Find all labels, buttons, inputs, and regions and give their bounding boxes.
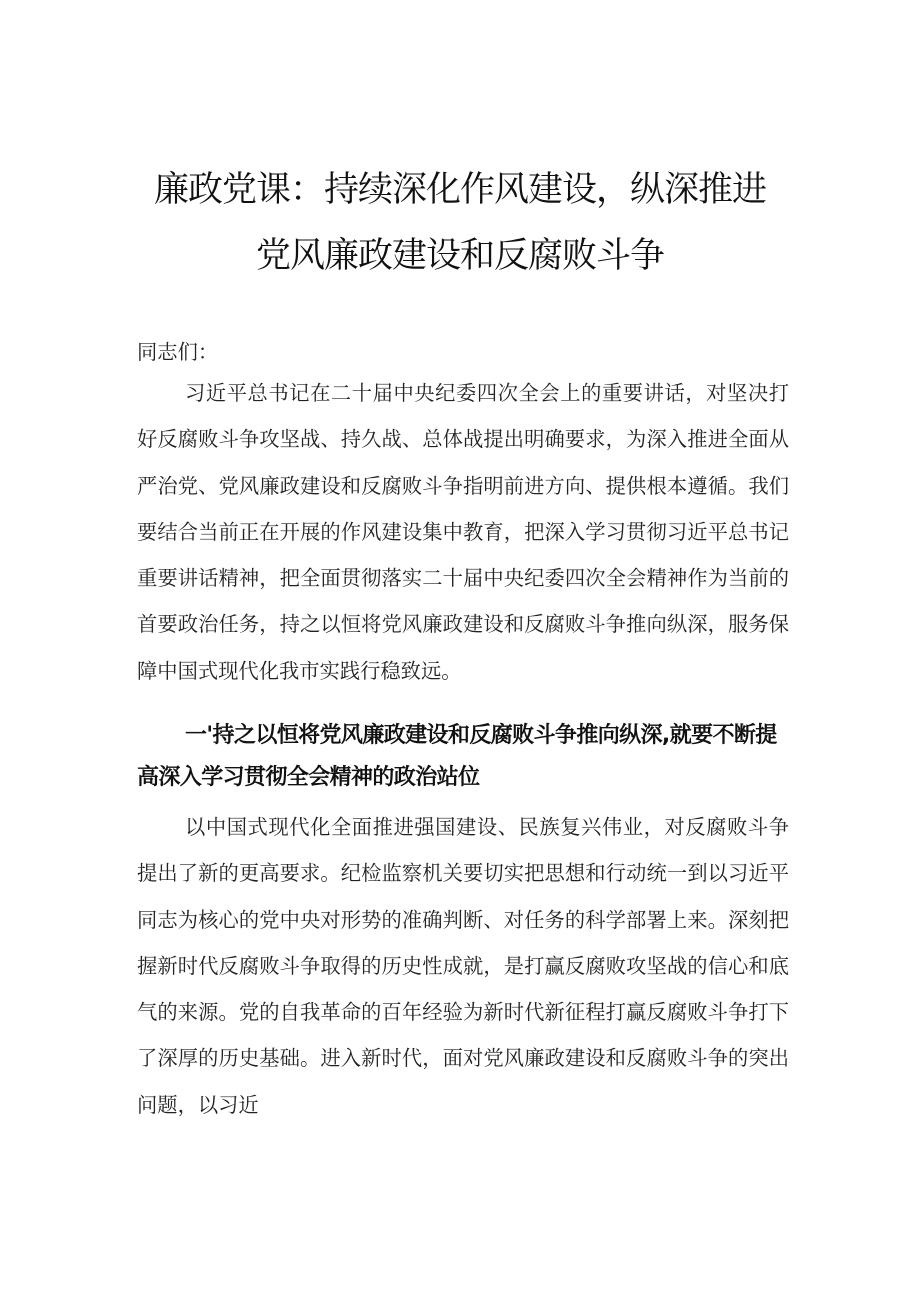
document-title-line-1: 廉政党课：持续深化作风建设，纵深推进 [153,170,766,210]
document-title-line-2: 党风廉政建设和反腐败斗争 [255,236,664,276]
body-paragraph-1: 习近平总书记在二十届中央纪委四次全会上的重要讲话，对坚决打好反腐败斗争攻坚战、持久战、总体战提出明确要求，为深入推进全面从严治党、党风廉政建设和反腐败斗争指明前进方向、提供根本遵循。我们要结合当前正在开展的作风建设集中教育，把深入学习贯彻习近平总书记重要讲话精神，把全面贯彻落实二十届中央纪委四次全会精神作为当前的首要政治任务，持之以恒将党风廉政建设和反腐败斗争推向纵深，服务保障中国式现代化我市实践行稳致远。 [137,381,789,683]
salutation: 同志们： [137,340,219,364]
body-paragraph-2: 以中国式现代化全面推进强国建设、民族复兴伟业，对反腐败斗争提出了新的更高要求。纪检监察机关要切实把思想和行动统一到以习近平同志为核心的党中央对形势的准确判断、对任务的科学部署上来。深刻把握新时代反腐败斗争取得的历史性成就，是打赢反腐败攻坚战的信心和底气的来源。党的自我革命的百年经验为新时代新征程打赢反腐败斗争打下了深厚的历史基础。进入新时代，面对党风廉政建设和反腐败斗争的突出问题，以习近 [137,815,789,1117]
section-heading-1: 一'持之以恒将党风廉政建设和反腐败斗争推向纵深,就要不断提高深入学习贯彻全会精神的政治站位 [137,723,777,790]
